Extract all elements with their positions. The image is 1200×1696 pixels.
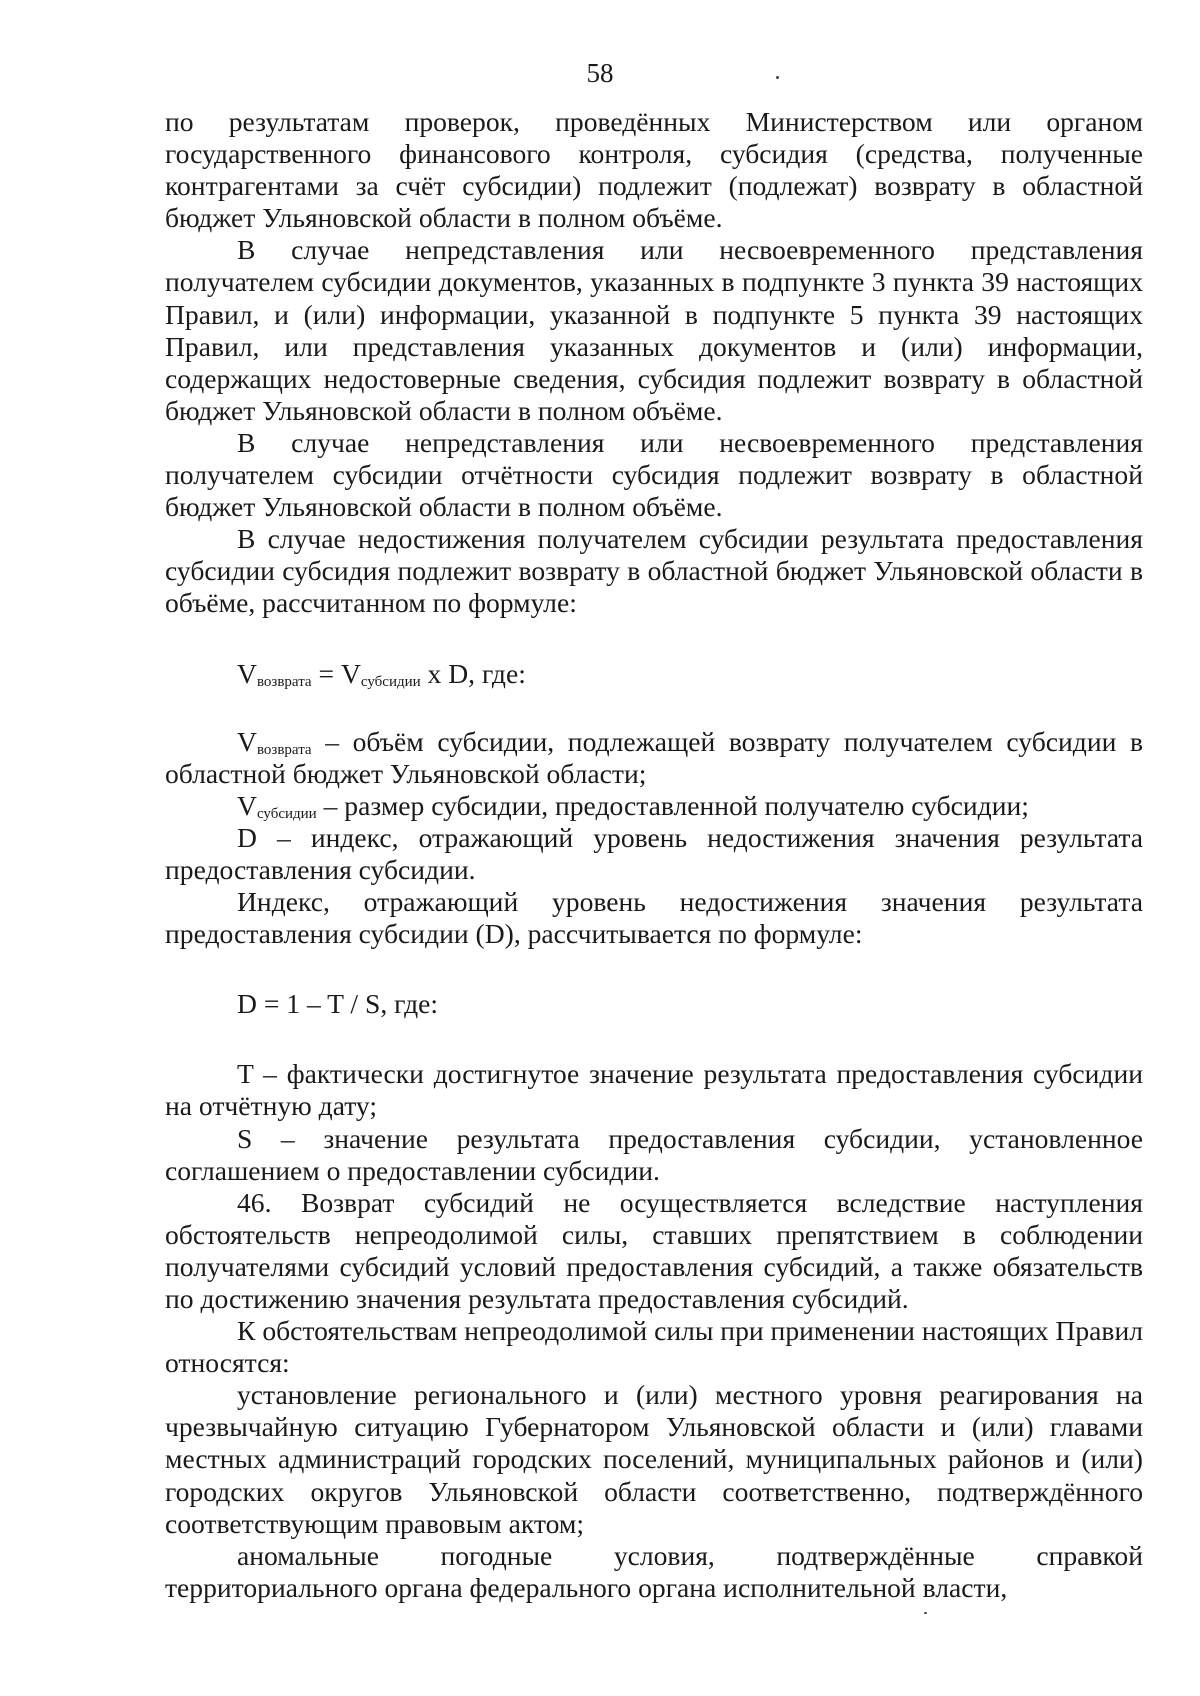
definition-v-subsidy: $V_{субсидии}$ – размер субсидии, предоставленной получателю субсидии; [237, 789, 1029, 822]
definition-v-return: $V_{возврата}$ – объём субсидии, подлежащей возврату получателем субсидии в областной бюджет Ульяновской области; [165, 725, 1143, 789]
formula-index: D = 1 – T / S, где: [237, 988, 439, 1020]
definition-s: S – значение результата предоставления субсидии, установленное соглашением о предоставлении субсидии. [165, 1122, 1143, 1186]
paragraph-result-return: В случае недостижения получателем субсидии результата предоставления субсидии субсидия подлежит возврату в областной бюджет Ульяновской области в объёме, рассчитанном по формуле: [165, 523, 1143, 619]
paragraph-emergency: установление регионального и (или) местного уровня реагирования на чрезвычайную ситуацию Губернатором Ульяновской области и (или) главами местных администраций городских поселений, муниципальных районов и (или) городских округов Ульяновской области соответственно, подтверждённого соответствующим правовым актом; [165, 1379, 1143, 1539]
paragraph-force-majeure: К обстоятельствам непреодолимой силы при применении настоящих Правил относятся: [165, 1315, 1143, 1379]
page-number: 58 [586, 58, 614, 88]
document-body [165, 106, 1143, 1604]
scan-speck [924, 1612, 927, 1614]
paragraph-index: Индекс, отражающий уровень недостижения значения результата предоставления субсидии (D), рассчитывается по формуле: [165, 886, 1143, 950]
paragraph-report-return: В случае непредставления или несвоевременного представления получателем субсидии отчётности субсидия подлежит возврату в областной бюджет Ульяновской области в полном объёме. [165, 426, 1143, 523]
definition-t: T – фактически достигнутое значение результата предоставления субсидии на отчётную дату; [165, 1058, 1143, 1122]
paragraph-inspection-return: по результатам проверок, проведённых Министерством или органом государственного финансового контроля, субсидия (средства, полученные контрагентами за счёт субсидии) подлежит (подлежат) возврату в областной бюджет Ульяновской области в полном объёме. [165, 106, 1143, 234]
paragraph-documents-return: В случае непредставления или несвоевременного представления получателем субсидии документов, указанных в подпункте 3 пункта 39 настоящих Правил, и (или) информации, указанной в подпункте 5 пункта 39 настоящих Правил, или представления указанных документов и (или) информации, содержащих недостоверные сведения, субсидия подлежит возврату в областной бюджет Ульяновской области в полном объёме. [165, 234, 1143, 426]
scan-speck [776, 76, 779, 79]
paragraph-weather: аномальные погодные условия, подтверждённые справкой территориального органа федерального органа исполнительной власти, [165, 1539, 1143, 1603]
definition-d: D – индекс, отражающий уровень недостижения значения результата предоставления субсидии. [165, 821, 1143, 885]
paragraph-46: 46. Возврат субсидий не осуществляется вследствие наступления обстоятельств непреодолимой силы, ставших препятствием в соблюдении получателями субсидий условий предоставления субсидий, а также обязательств по достижению значения результата предоставления субсидий. [165, 1186, 1143, 1314]
formula-return-volume: $V_{возврата} = V_{субсидии}$ x D, где: [237, 657, 526, 690]
